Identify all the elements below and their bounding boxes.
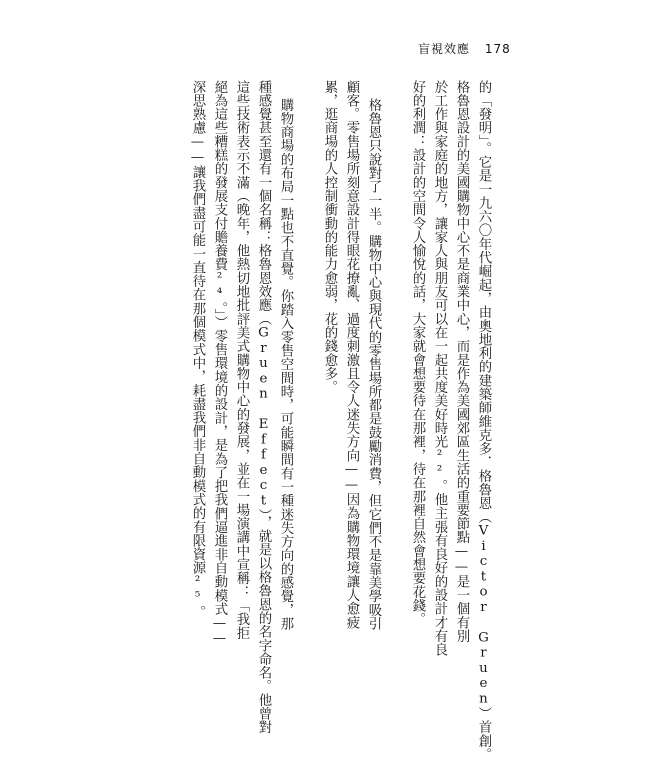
text-column: 好的利潤：設計的空間令人愉悅的話，大家就會想要待在那裡，待在那裡自然會想要花錢。 (410, 80, 425, 626)
page-number: 178 (484, 42, 511, 56)
text-column: 的「發明」。它是一九六〇年代崛起，由奧地利的建築師維克多．格魯恩（Victor Gruen）首創。 (476, 80, 491, 761)
book-title: 盲視效應 (418, 42, 471, 56)
text-column: 絕為這些糟糕的發展支付贍養費²⁴。」）零售環境的設計，是為了把我們逼進非自動模式—— (212, 80, 227, 647)
text-column: 格魯恩只說對了一半。購物中心與現代的零售場所都是鼓勵消費，但它們不是靠美學吸引 (366, 98, 381, 631)
text-column: 種感覺甚至還有一個名稱：格魯恩效應（Gruen Effect），就是以格魯恩的名字命名。他曾對 (256, 80, 271, 735)
running-header (418, 40, 511, 57)
text-column: 顧客。零售場所刻意設計得眼花撩亂、過度刺激且令人迷失方向——因為購物環境讓人愈疲 (344, 80, 359, 630)
text-column: 深思熟慮——讓我們盡可能一直待在那個模式中，耗盡我們非自動模式的有限資源²⁵。 (190, 80, 205, 619)
text-column: 購物商場的布局一點也不直覺。你踏入零售空間時，可能瞬間有一種迷失方向的感覺，那 (278, 98, 293, 631)
text-column: 這些技術表示不滿（晚年，他熱切地批評美式購物中心的發展，並在一場演講中宣稱：「我拒 (234, 80, 249, 640)
text-column: 格魯恩設計的美國購物中心不是商業中心，而是作為美國郊區生活的重要節點——是一個有別 (454, 80, 469, 643)
text-column: 累，逛商場的人控制衝動的能力愈弱，花的錢愈多。 (322, 80, 337, 394)
text-column: 於工作與家庭的地方，讓家人與朋友可以在一起共度美好時光²²。他主張有良好的設計才有良 (432, 80, 447, 657)
